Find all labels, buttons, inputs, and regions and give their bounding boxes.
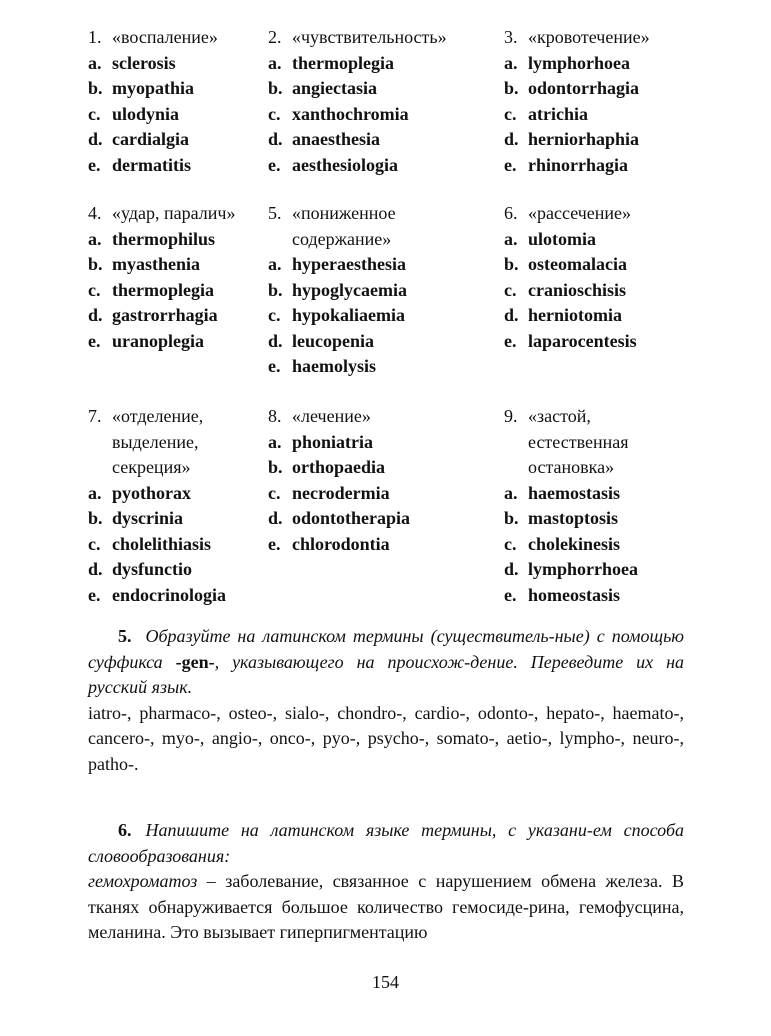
task-5-number: 5. — [118, 626, 132, 646]
option-term: endocrinologia — [112, 584, 227, 605]
task-6 — [88, 818, 684, 946]
option-term: mastoptosis — [528, 508, 619, 528]
meaning-line: «рассечение» — [528, 203, 632, 223]
exercise-item — [268, 201, 407, 380]
answer-option — [268, 481, 410, 507]
meaning-line: естественная — [528, 431, 629, 452]
option-letter: b. — [88, 508, 103, 528]
answer-option — [88, 506, 226, 532]
exercise-meaning — [112, 25, 218, 51]
answer-option — [504, 102, 650, 128]
answer-option — [88, 227, 235, 253]
option-letter: e. — [88, 584, 101, 605]
exercise-meaning — [292, 404, 371, 430]
option-term: aesthesiologia — [292, 154, 398, 175]
option-letter: c. — [268, 482, 281, 503]
meaning-line: «воспаление» — [112, 27, 218, 47]
option-letter: b. — [268, 457, 283, 477]
answer-option — [504, 506, 638, 532]
answer-option — [88, 557, 226, 583]
meaning-line: «лечение» — [292, 406, 371, 426]
answer-option — [268, 102, 447, 128]
option-term: osteomalacia — [528, 254, 627, 274]
exercise-number: 1. — [88, 27, 102, 47]
answer-option — [504, 227, 637, 253]
option-term: lymphorhoea — [528, 52, 631, 73]
meaning-line: «пониженное — [292, 203, 396, 223]
task-6-instructions — [88, 818, 684, 869]
option-letter: c. — [88, 279, 101, 300]
exercise-meaning — [112, 201, 235, 227]
option-letter: a. — [504, 482, 518, 503]
option-term: ulotomia — [528, 228, 597, 249]
option-letter: e. — [504, 154, 517, 175]
option-term: gastrorrhagia — [112, 305, 218, 325]
option-letter: a. — [268, 52, 282, 73]
answer-option — [88, 532, 226, 558]
exercise-number: 9. — [504, 406, 518, 426]
option-term: chlorodontia — [292, 533, 390, 554]
exercise-number: 2. — [268, 27, 282, 47]
answer-option — [88, 76, 218, 102]
option-letter: c. — [504, 103, 517, 124]
meaning-line: «застой, — [528, 406, 591, 426]
exercise-meaning — [528, 25, 650, 51]
option-term: rhinorrhagia — [528, 154, 629, 175]
answer-option — [268, 532, 410, 558]
answer-option — [268, 506, 410, 532]
task-5 — [88, 624, 684, 777]
exercise-question — [504, 404, 638, 481]
option-letter: d. — [88, 129, 103, 149]
exercise-number: 4. — [88, 203, 102, 223]
answer-option — [268, 455, 410, 481]
answer-option — [268, 252, 407, 278]
option-letter: c. — [88, 103, 101, 124]
option-term: homeostasis — [528, 584, 621, 605]
option-term: thermophilus — [112, 228, 216, 249]
option-letter: b. — [88, 254, 103, 274]
exercise-meaning — [292, 201, 396, 252]
option-term: xanthochromia — [292, 103, 409, 124]
option-letter: c. — [504, 279, 517, 300]
option-letter: c. — [268, 305, 281, 325]
option-letter: b. — [504, 508, 519, 528]
option-term: orthopaedia — [292, 457, 386, 477]
option-letter: e. — [268, 356, 281, 376]
exercise-number: 6. — [504, 203, 518, 223]
option-letter: a. — [88, 482, 102, 503]
answer-option — [504, 532, 638, 558]
answer-option — [504, 252, 637, 278]
option-term: haemolysis — [292, 356, 377, 376]
exercise-meaning — [528, 404, 629, 481]
exercise-item — [268, 25, 447, 178]
exercise-question — [268, 25, 447, 51]
option-letter: a. — [88, 52, 102, 73]
option-term: thermoplegia — [292, 52, 394, 73]
option-letter: d. — [88, 559, 103, 579]
option-term: herniotomia — [528, 305, 622, 325]
option-term: cranioschisis — [528, 279, 627, 300]
answer-option — [504, 127, 650, 153]
answer-option — [504, 557, 638, 583]
option-term: odontorrhagia — [528, 78, 640, 98]
exercise-item — [504, 404, 638, 608]
option-letter: d. — [504, 305, 519, 325]
meaning-line: содержание» — [292, 228, 392, 249]
exercise-item — [504, 201, 637, 354]
option-term: cardialgia — [112, 129, 189, 149]
option-letter: d. — [268, 508, 283, 528]
task-5-instr-part1: Образуйте на латинском термины (существитель-ные) с помощью суффикса — [88, 626, 684, 672]
exercise-item — [88, 404, 226, 608]
answer-option — [268, 127, 447, 153]
option-letter: b. — [88, 78, 103, 98]
option-letter: a. — [88, 228, 102, 249]
answer-option — [88, 51, 218, 77]
option-letter: d. — [504, 559, 519, 579]
answer-option — [268, 303, 407, 329]
option-term: hypokaliaemia — [292, 305, 406, 325]
option-letter: c. — [88, 533, 101, 554]
option-letter: e. — [88, 154, 101, 175]
option-term: cholekinesis — [528, 533, 621, 554]
option-letter: a. — [504, 52, 518, 73]
answer-option — [88, 481, 226, 507]
option-term: leucopenia — [292, 330, 375, 351]
option-letter: e. — [88, 330, 101, 351]
answer-option — [88, 127, 218, 153]
option-term: sclerosis — [112, 52, 176, 73]
meaning-line: «чувствительность» — [292, 27, 447, 47]
exercise-meaning — [292, 25, 447, 51]
exercise-item — [88, 201, 235, 354]
meaning-line: «удар, паралич» — [112, 203, 236, 223]
answer-option — [504, 583, 638, 609]
exercise-number: 7. — [88, 406, 102, 426]
answer-option — [268, 278, 407, 304]
answer-option — [504, 51, 650, 77]
exercise-number: 8. — [268, 406, 282, 426]
meaning-line: «отделение, — [112, 406, 204, 426]
option-letter: a. — [268, 254, 282, 274]
option-term: phoniatria — [292, 431, 374, 452]
exercise-meaning — [112, 404, 203, 481]
option-letter: b. — [268, 279, 283, 300]
exercise-question — [268, 404, 410, 430]
task-5-suffix: -gen- — [175, 651, 215, 672]
option-term: ulodynia — [112, 103, 180, 124]
exercise-question — [88, 25, 218, 51]
meaning-line: выделение, — [112, 431, 199, 452]
option-letter: d. — [88, 305, 103, 325]
answer-option — [504, 153, 650, 179]
option-term: myasthenia — [112, 254, 201, 274]
answer-option — [88, 153, 218, 179]
task-6-term: гемохроматоз — [88, 871, 198, 891]
option-term: hyperaesthesia — [292, 254, 406, 274]
task-6-number: 6. — [118, 820, 132, 840]
exercise-number: 3. — [504, 27, 518, 47]
option-letter: d. — [268, 129, 283, 149]
option-term: uranoplegia — [112, 330, 205, 351]
answer-option — [88, 102, 218, 128]
option-letter: c. — [268, 103, 281, 124]
option-term: thermoplegia — [112, 279, 214, 300]
option-term: anaesthesia — [292, 129, 381, 149]
answer-option — [268, 76, 447, 102]
option-term: dermatitis — [112, 154, 191, 175]
option-letter: b. — [504, 78, 519, 98]
option-letter: e. — [268, 154, 281, 175]
option-term: atrichia — [528, 103, 588, 124]
option-term: dyscrinia — [112, 508, 184, 528]
option-term: myopathia — [112, 78, 195, 98]
exercise-question — [88, 404, 226, 481]
task-6-instr-text: Напишите на латинском языке термины, с указани-ем способа словообразования: — [88, 820, 684, 866]
answer-option — [504, 481, 638, 507]
option-term: necrodermia — [292, 482, 390, 503]
answer-option — [88, 583, 226, 609]
task-5-prefix-list: iatro-, pharmaco-, osteo-, sialo-, chondro-, cardio-, odonto-, hepato-, haemato-, cancero-, myo-, angio-, onco-, pyo-, psycho-, somato-, aetio-, lympho-, neuro-, patho-. — [88, 702, 684, 774]
answer-option — [504, 303, 637, 329]
option-letter: a. — [268, 431, 282, 452]
answer-option — [268, 329, 407, 355]
exercise-item — [88, 25, 218, 178]
option-letter: d. — [504, 129, 519, 149]
option-letter: b. — [268, 78, 283, 98]
task-6-definition: – заболевание, связанное с нарушением обмена железа. В тканях обнаруживается большое количество гемосиде-рина, гемофусцина, меланина. Это вызывает гиперпигментацию — [88, 871, 684, 942]
option-term: herniorhaphia — [528, 129, 640, 149]
option-term: cholelithiasis — [112, 533, 212, 554]
answer-option — [88, 329, 235, 355]
exercise-question — [88, 201, 235, 227]
option-term: dysfunctio — [112, 559, 193, 579]
answer-option — [88, 252, 235, 278]
option-term: lymphorrhoea — [528, 559, 638, 579]
option-letter: e. — [504, 584, 517, 605]
option-letter: c. — [504, 533, 517, 554]
option-letter: e. — [268, 533, 281, 554]
task-6-text — [88, 869, 684, 946]
option-term: haemostasis — [528, 482, 621, 503]
answer-option — [88, 278, 235, 304]
option-term: hypoglycaemia — [292, 279, 407, 300]
option-term: pyothorax — [112, 482, 192, 503]
answer-option — [268, 51, 447, 77]
answer-option — [504, 329, 637, 355]
page-number: 154 — [372, 972, 399, 992]
exercise-meaning — [528, 201, 631, 227]
answer-option — [268, 354, 407, 380]
option-letter: a. — [504, 228, 518, 249]
meaning-line: «кровотечение» — [528, 27, 650, 47]
option-term: laparocentesis — [528, 330, 637, 351]
meaning-line: секреция» — [112, 457, 191, 477]
exercise-item — [268, 404, 410, 557]
task-5-instr-part2: , указывающего на происхож-дение. Переведите их на русский язык. — [88, 651, 684, 697]
task-5-instructions — [88, 624, 684, 701]
exercise-question — [504, 25, 650, 51]
option-term: angiectasia — [292, 78, 377, 98]
exercise-question — [504, 201, 637, 227]
answer-option — [504, 278, 637, 304]
answer-option — [268, 430, 410, 456]
exercise-item — [504, 25, 650, 178]
option-term: odontotherapia — [292, 508, 411, 528]
answer-option — [88, 303, 235, 329]
meaning-line: остановка» — [528, 457, 615, 477]
exercise-question — [268, 201, 407, 252]
option-letter: d. — [268, 330, 283, 351]
exercise-number: 5. — [268, 203, 282, 223]
option-letter: b. — [504, 254, 519, 274]
option-letter: e. — [504, 330, 517, 351]
answer-option — [504, 76, 650, 102]
answer-option — [268, 153, 447, 179]
